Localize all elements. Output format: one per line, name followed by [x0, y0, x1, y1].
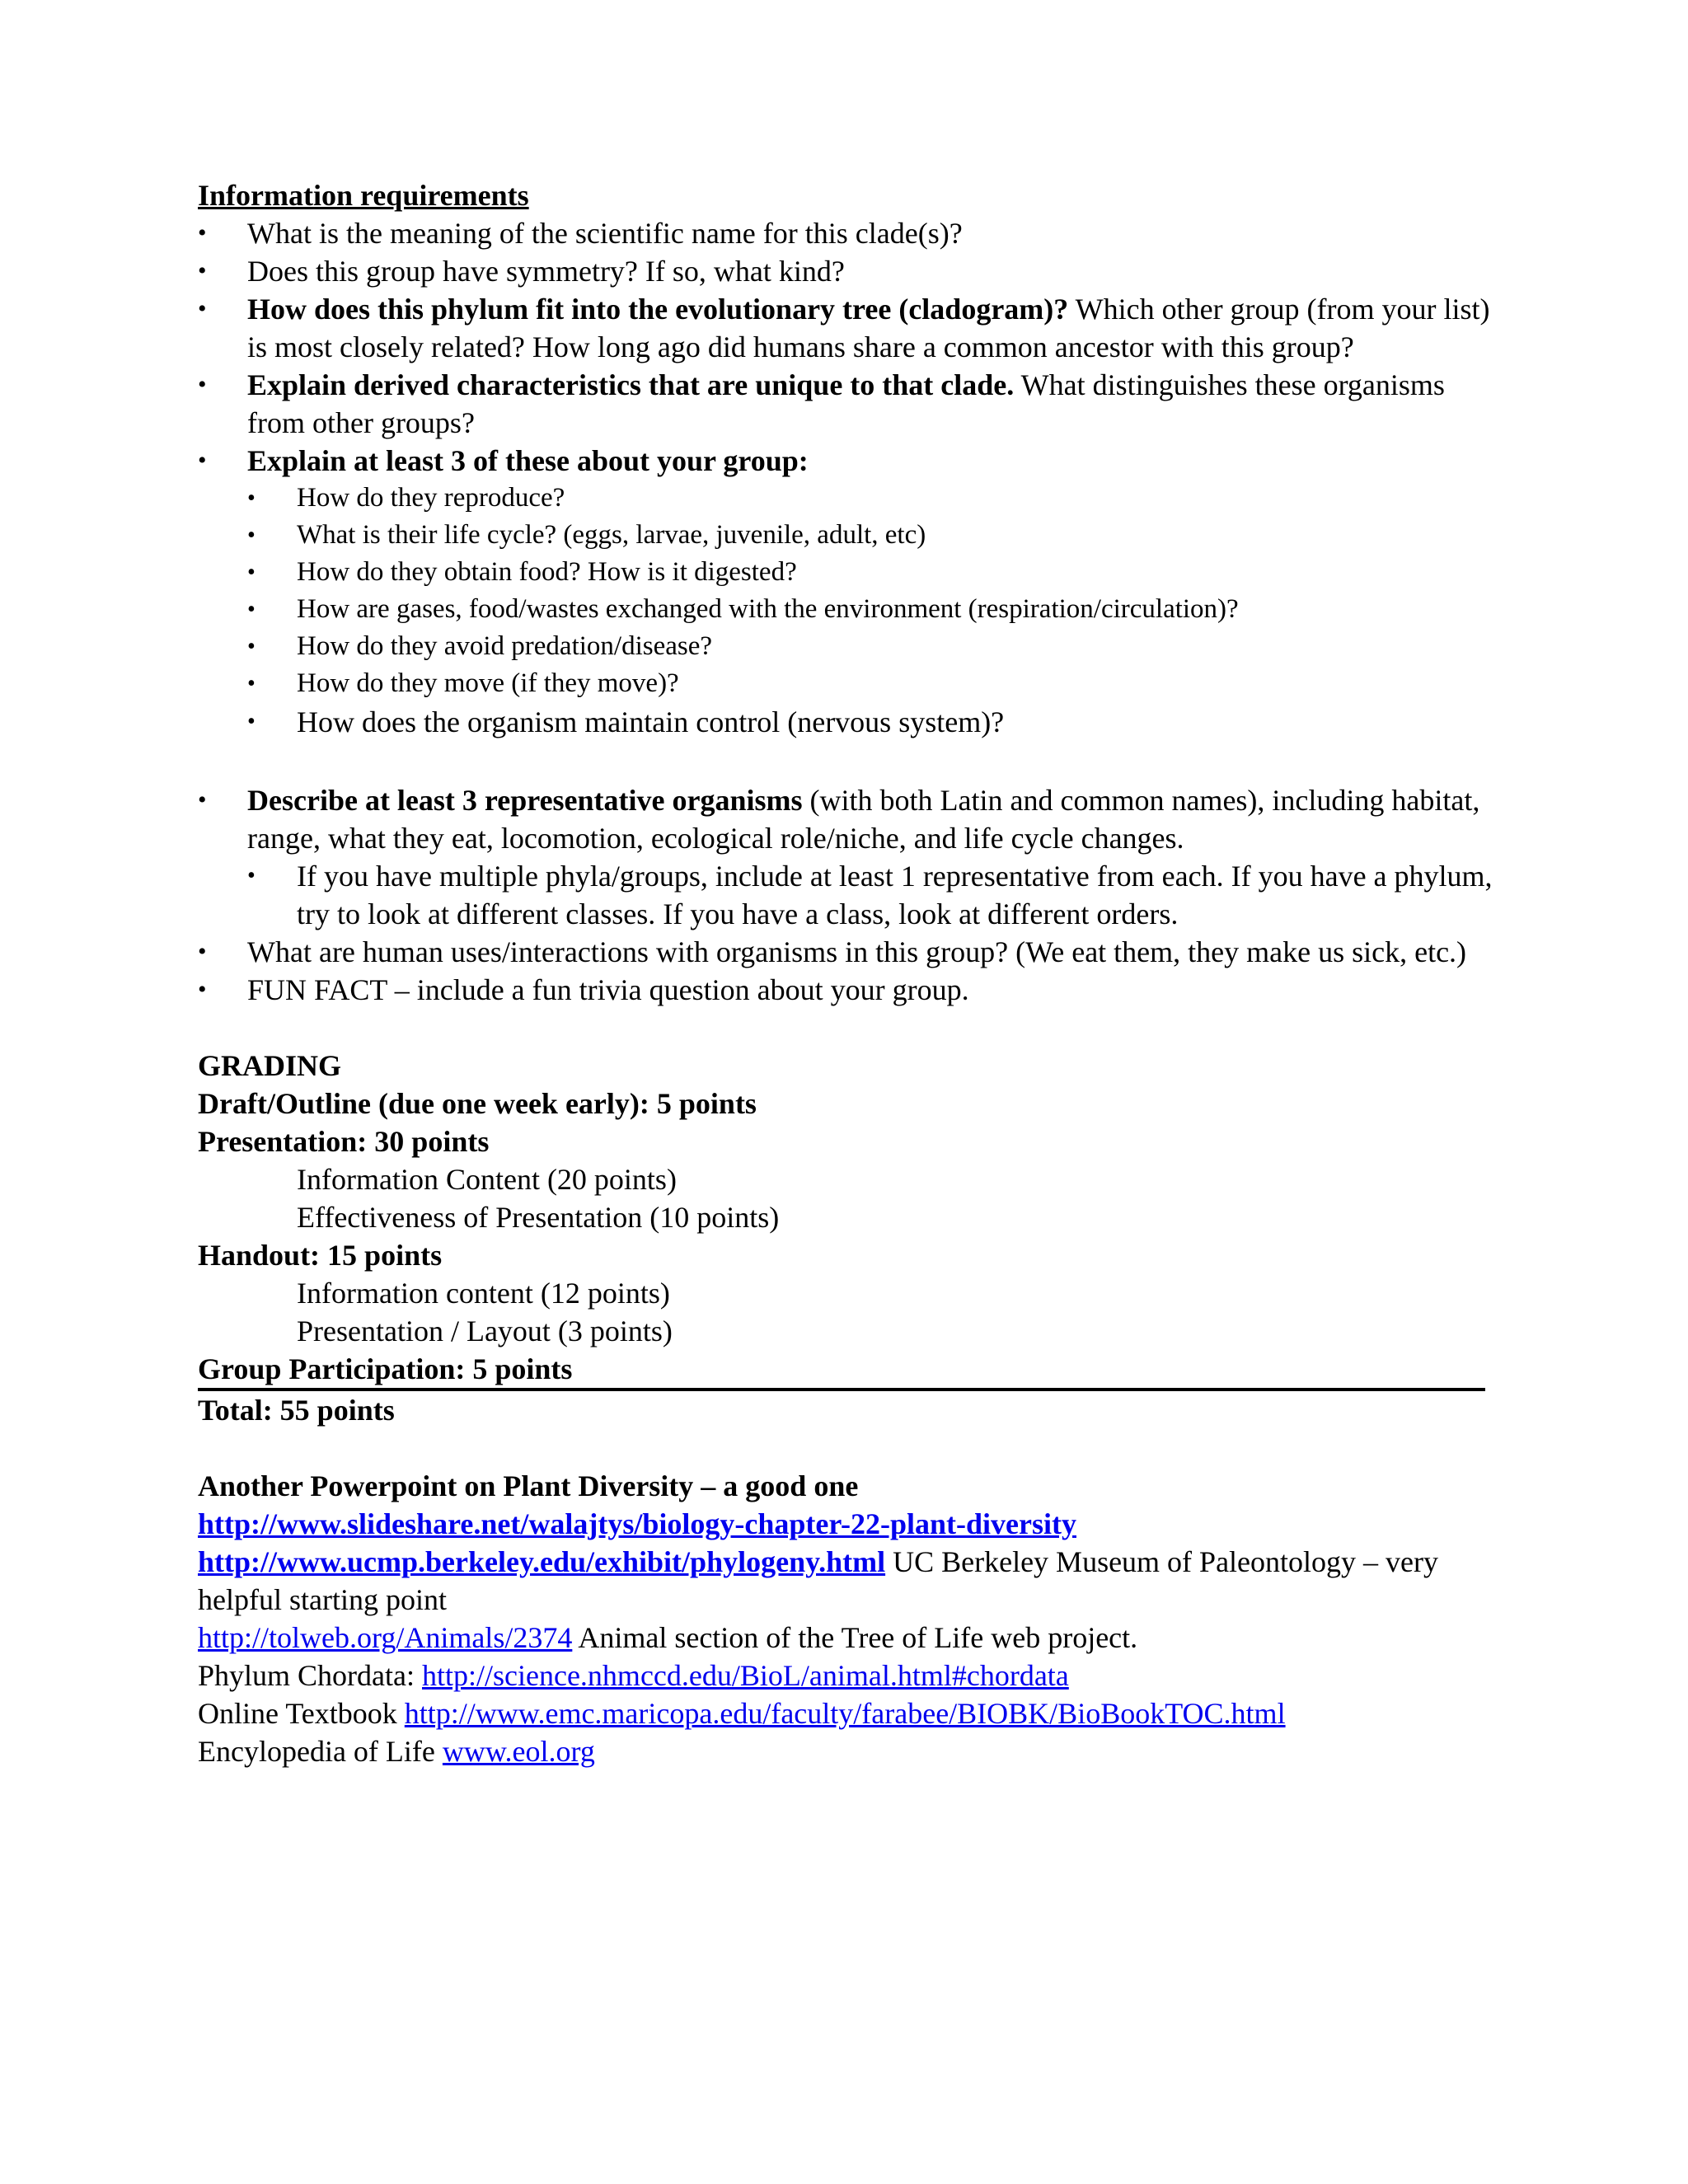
- sub-list-item: • What is their life cycle? (eggs, larvae, juvenile, adult, etc): [247, 517, 1493, 554]
- eol-link[interactable]: www.eol.org: [442, 1735, 595, 1768]
- info-bullets-2: [198, 781, 1493, 857]
- grading-presentation: Presentation: 30 points: [198, 1125, 490, 1158]
- list-item: • What are human uses/interactions with organisms in this group? (We eat them, they make us sick, etc.): [198, 933, 1493, 971]
- resource-line: http://tolweb.org/Animals/2374 Animal section of the Tree of Life web project.: [198, 1621, 1138, 1654]
- resource-line: Encylopedia of Life www.eol.org: [198, 1735, 595, 1768]
- sub-list-item: • How do they obtain food? How is it digested?: [247, 554, 1493, 591]
- textbook-link[interactable]: http://www.emc.maricopa.edu/faculty/farabee/BIOBK/BioBookTOC.html: [404, 1697, 1286, 1730]
- resource-line: Phylum Chordata: http://science.nhmccd.edu/BioL/animal.html#chordata: [198, 1659, 1069, 1692]
- sub-list-2: [247, 857, 1493, 933]
- sub-list: [247, 480, 1493, 742]
- info-bullets: [198, 214, 1493, 480]
- grading-total: Total: 55 points: [198, 1388, 1485, 1429]
- ucmp-link[interactable]: http://www.ucmp.berkeley.edu/exhibit/phylogeny.html: [198, 1545, 886, 1578]
- list-item: • How does this phylum fit into the evolutionary tree (cladogram)? Which other group (from your list) is most closely related? How long ago did humans share a common ancestor with this group?: [198, 290, 1493, 366]
- resource-line: Online Textbook http://www.emc.maricopa.edu/faculty/farabee/BIOBK/BioBookTOC.html: [198, 1697, 1286, 1730]
- sub-list-item: • How do they avoid predation/disease?: [247, 628, 1493, 665]
- resource-line: http://www.ucmp.berkeley.edu/exhibit/phylogeny.html UC Berkeley Museum of Paleontology – very helpful starting point: [198, 1545, 1438, 1616]
- info-bullets-3: [198, 933, 1493, 1009]
- list-item: • Describe at least 3 representative organisms (with both Latin and common names), including habitat, range, what they eat, locomotion, ecological role/niche, and life cycle changes.: [198, 781, 1493, 857]
- spacer: [198, 1429, 1493, 1467]
- sub-list-item: • If you have multiple phyla/groups, include at least 1 representative from each. If you have a phylum, try to look at different classes. If you have a class, look at different orders.: [247, 857, 1493, 933]
- tolweb-link[interactable]: http://tolweb.org/Animals/2374: [198, 1621, 573, 1654]
- list-item: • FUN FACT – include a fun trivia question about your group.: [198, 971, 1493, 1009]
- grading-draft: Draft/Outline (due one week early): 5 points: [198, 1087, 757, 1120]
- grading-title: GRADING: [198, 1049, 342, 1082]
- resources-title: Another Powerpoint on Plant Diversity – a good one: [198, 1469, 859, 1502]
- grading-presentation-item: Information Content (20 points): [297, 1163, 677, 1196]
- sub-list-item: • How does the organism maintain control (nervous system)?: [247, 702, 1493, 742]
- grading-participation: Group Participation: 5 points: [198, 1352, 573, 1385]
- grading-presentation-item: Effectiveness of Presentation (10 points): [297, 1201, 780, 1234]
- grading-handout-item: Information content (12 points): [297, 1277, 670, 1310]
- chordata-link[interactable]: http://science.nhmccd.edu/BioL/animal.html#chordata: [422, 1659, 1069, 1692]
- grading-handout-item: Presentation / Layout (3 points): [297, 1315, 673, 1347]
- resource-line: [198, 1505, 1493, 1543]
- list-item: • What is the meaning of the scientific name for this clade(s)?: [198, 214, 1493, 252]
- spacer: [198, 1009, 1493, 1047]
- grading-handout: Handout: 15 points: [198, 1239, 443, 1272]
- sub-list-item: • How are gases, food/wastes exchanged with the environment (respiration/circulation)?: [247, 591, 1493, 628]
- spacer: [198, 742, 1493, 781]
- sub-list-item: • How do they reproduce?: [247, 480, 1493, 517]
- slideshare-link[interactable]: http://www.slideshare.net/walajtys/biology-chapter-22-plant-diversity: [198, 1507, 1076, 1540]
- list-item: • Explain derived characteristics that are unique to that clade. What distinguishes these organisms from other groups?: [198, 366, 1493, 442]
- info-heading: Information requirements: [198, 179, 529, 212]
- document-page: [198, 176, 1493, 1770]
- list-item: • Explain at least 3 of these about your group:: [198, 442, 1493, 480]
- sub-list-item: • How do they move (if they move)?: [247, 665, 1493, 702]
- list-item: • Does this group have symmetry? If so, what kind?: [198, 252, 1493, 290]
